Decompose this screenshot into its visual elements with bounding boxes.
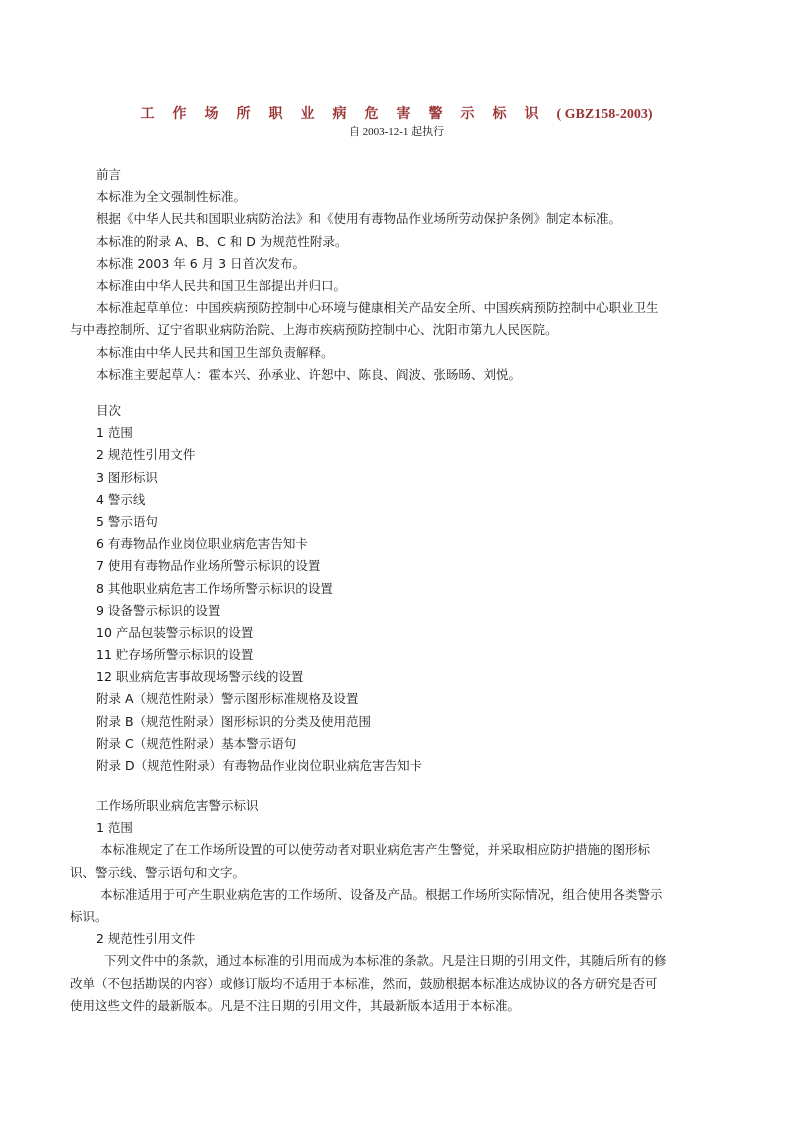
title-char: 警	[428, 106, 443, 122]
toc-item: 1 范围	[96, 425, 133, 441]
title-char: 害	[396, 106, 411, 122]
toc-heading: 目次	[96, 403, 122, 418]
section2-para-line3: 使用这些文件的最新版本。凡是不注日期的引用文件，其最新版本适用于本标准。	[70, 997, 521, 1013]
title-char: 病	[332, 106, 347, 122]
toc-item: 附录 D（规范性附录）有毒物品作业岗位职业病危害告知卡	[96, 758, 423, 773]
title-char: 识	[524, 106, 539, 122]
foreword-section	[70, 164, 730, 386]
table-of-contents	[70, 400, 730, 777]
toc-item: 12 职业病危害事故现场警示线的设置	[96, 669, 304, 685]
section2-heading: 2 规范性引用文件	[96, 931, 196, 947]
section1-para1-line1: 本标准规定了在工作场所设置的可以使劳动者对职业病危害产生警觉，并采取相应防护措施的图形标	[100, 842, 651, 858]
title-char: 职	[268, 106, 283, 122]
toc-item: 11 贮存场所警示标识的设置	[96, 647, 254, 663]
standard-code: ( GBZ158-2003)	[556, 107, 653, 122]
title-char: 标	[492, 106, 507, 122]
document-title	[0, 103, 793, 123]
section1-para2-line1: 本标准适用于可产生职业病危害的工作场所、设备及产品。根据工作场所实际情况，组合使用各类警示	[100, 886, 663, 902]
toc-item: 附录 C（规范性附录）基本警示语句	[96, 735, 297, 751]
title-char: 业	[300, 106, 315, 122]
foreword-line: 本标准为全文强制性标准。	[96, 189, 247, 205]
foreword-line: 本标准的附录 A、B、C 和 D 为规范性附录。	[96, 233, 348, 249]
section1-para2-line2: 标识。	[70, 908, 108, 924]
toc-item: 4 警示线	[96, 491, 146, 507]
toc-item: 8 其他职业病危害工作场所警示标识的设置	[96, 580, 333, 596]
foreword-heading: 前言	[96, 167, 122, 182]
toc-item: 9 设备警示标识的设置	[96, 602, 221, 618]
toc-item: 2 规范性引用文件	[96, 447, 196, 463]
drafting-units-line1: 本标准起草单位：中国疾病预防控制中心环境与健康相关产品安全所、中国疾病预防控制中心职业卫生	[96, 300, 659, 316]
title-char: 工	[140, 106, 155, 122]
section2-para-line1: 下列文件中的条款，通过本标准的引用而成为本标准的条款。凡是注日期的引用文件，其随后所有的修	[104, 953, 667, 969]
toc-item: 附录 A（规范性附录）警示图形标准规格及设置	[96, 691, 359, 707]
drafters-line: 本标准主要起草人：霍本兴、孙承业、许恕中、陈良、阎波、张旸旸、刘悦。	[96, 366, 522, 382]
toc-item: 7 使用有毒物品作业场所警示标识的设置	[96, 558, 321, 574]
title-char: 危	[364, 106, 379, 122]
effective-date: 自 2003-12-1 起执行	[348, 126, 445, 138]
toc-item: 附录 B（规范性附录）图形标识的分类及使用范围	[96, 713, 372, 729]
toc-item: 5 警示语句	[96, 513, 158, 529]
interpretation-line: 本标准由中华人民共和国卫生部负责解释。	[96, 344, 334, 360]
section1-para1-line2: 识、警示线、警示语句和文字。	[70, 864, 246, 880]
title-char: 作	[172, 106, 187, 122]
body-section	[70, 795, 730, 1017]
section1-heading: 1 范围	[96, 820, 133, 836]
title-char: 场	[204, 106, 219, 122]
title-char: 示	[460, 106, 475, 122]
toc-item: 10 产品包装警示标识的设置	[96, 624, 254, 640]
toc-item: 3 图形标识	[96, 469, 158, 485]
foreword-line: 本标准由中华人民共和国卫生部提出并归口。	[96, 277, 347, 293]
toc-item: 6 有毒物品作业岗位职业病危害告知卡	[96, 536, 308, 552]
body-doc-title: 工作场所职业病危害警示标识	[96, 798, 259, 813]
section2-para-line2: 改单（不包括勘误的内容）或修订版均不适用于本标准，然而，鼓励根据本标准达成协议的各方研究是否可	[70, 975, 658, 991]
drafting-units-line2: 与中毒控制所、辽宁省职业病防治院、上海市疾病预防控制中心、沈阳市第九人民医院。	[70, 322, 558, 338]
foreword-line: 根据《中华人民共和国职业病防治法》和《使用有毒物品作业场所劳动保护条例》制定本标准。	[96, 211, 622, 227]
title-char: 所	[236, 106, 251, 122]
foreword-line: 本标准 2003 年 6 月 3 日首次发布。	[96, 255, 306, 271]
